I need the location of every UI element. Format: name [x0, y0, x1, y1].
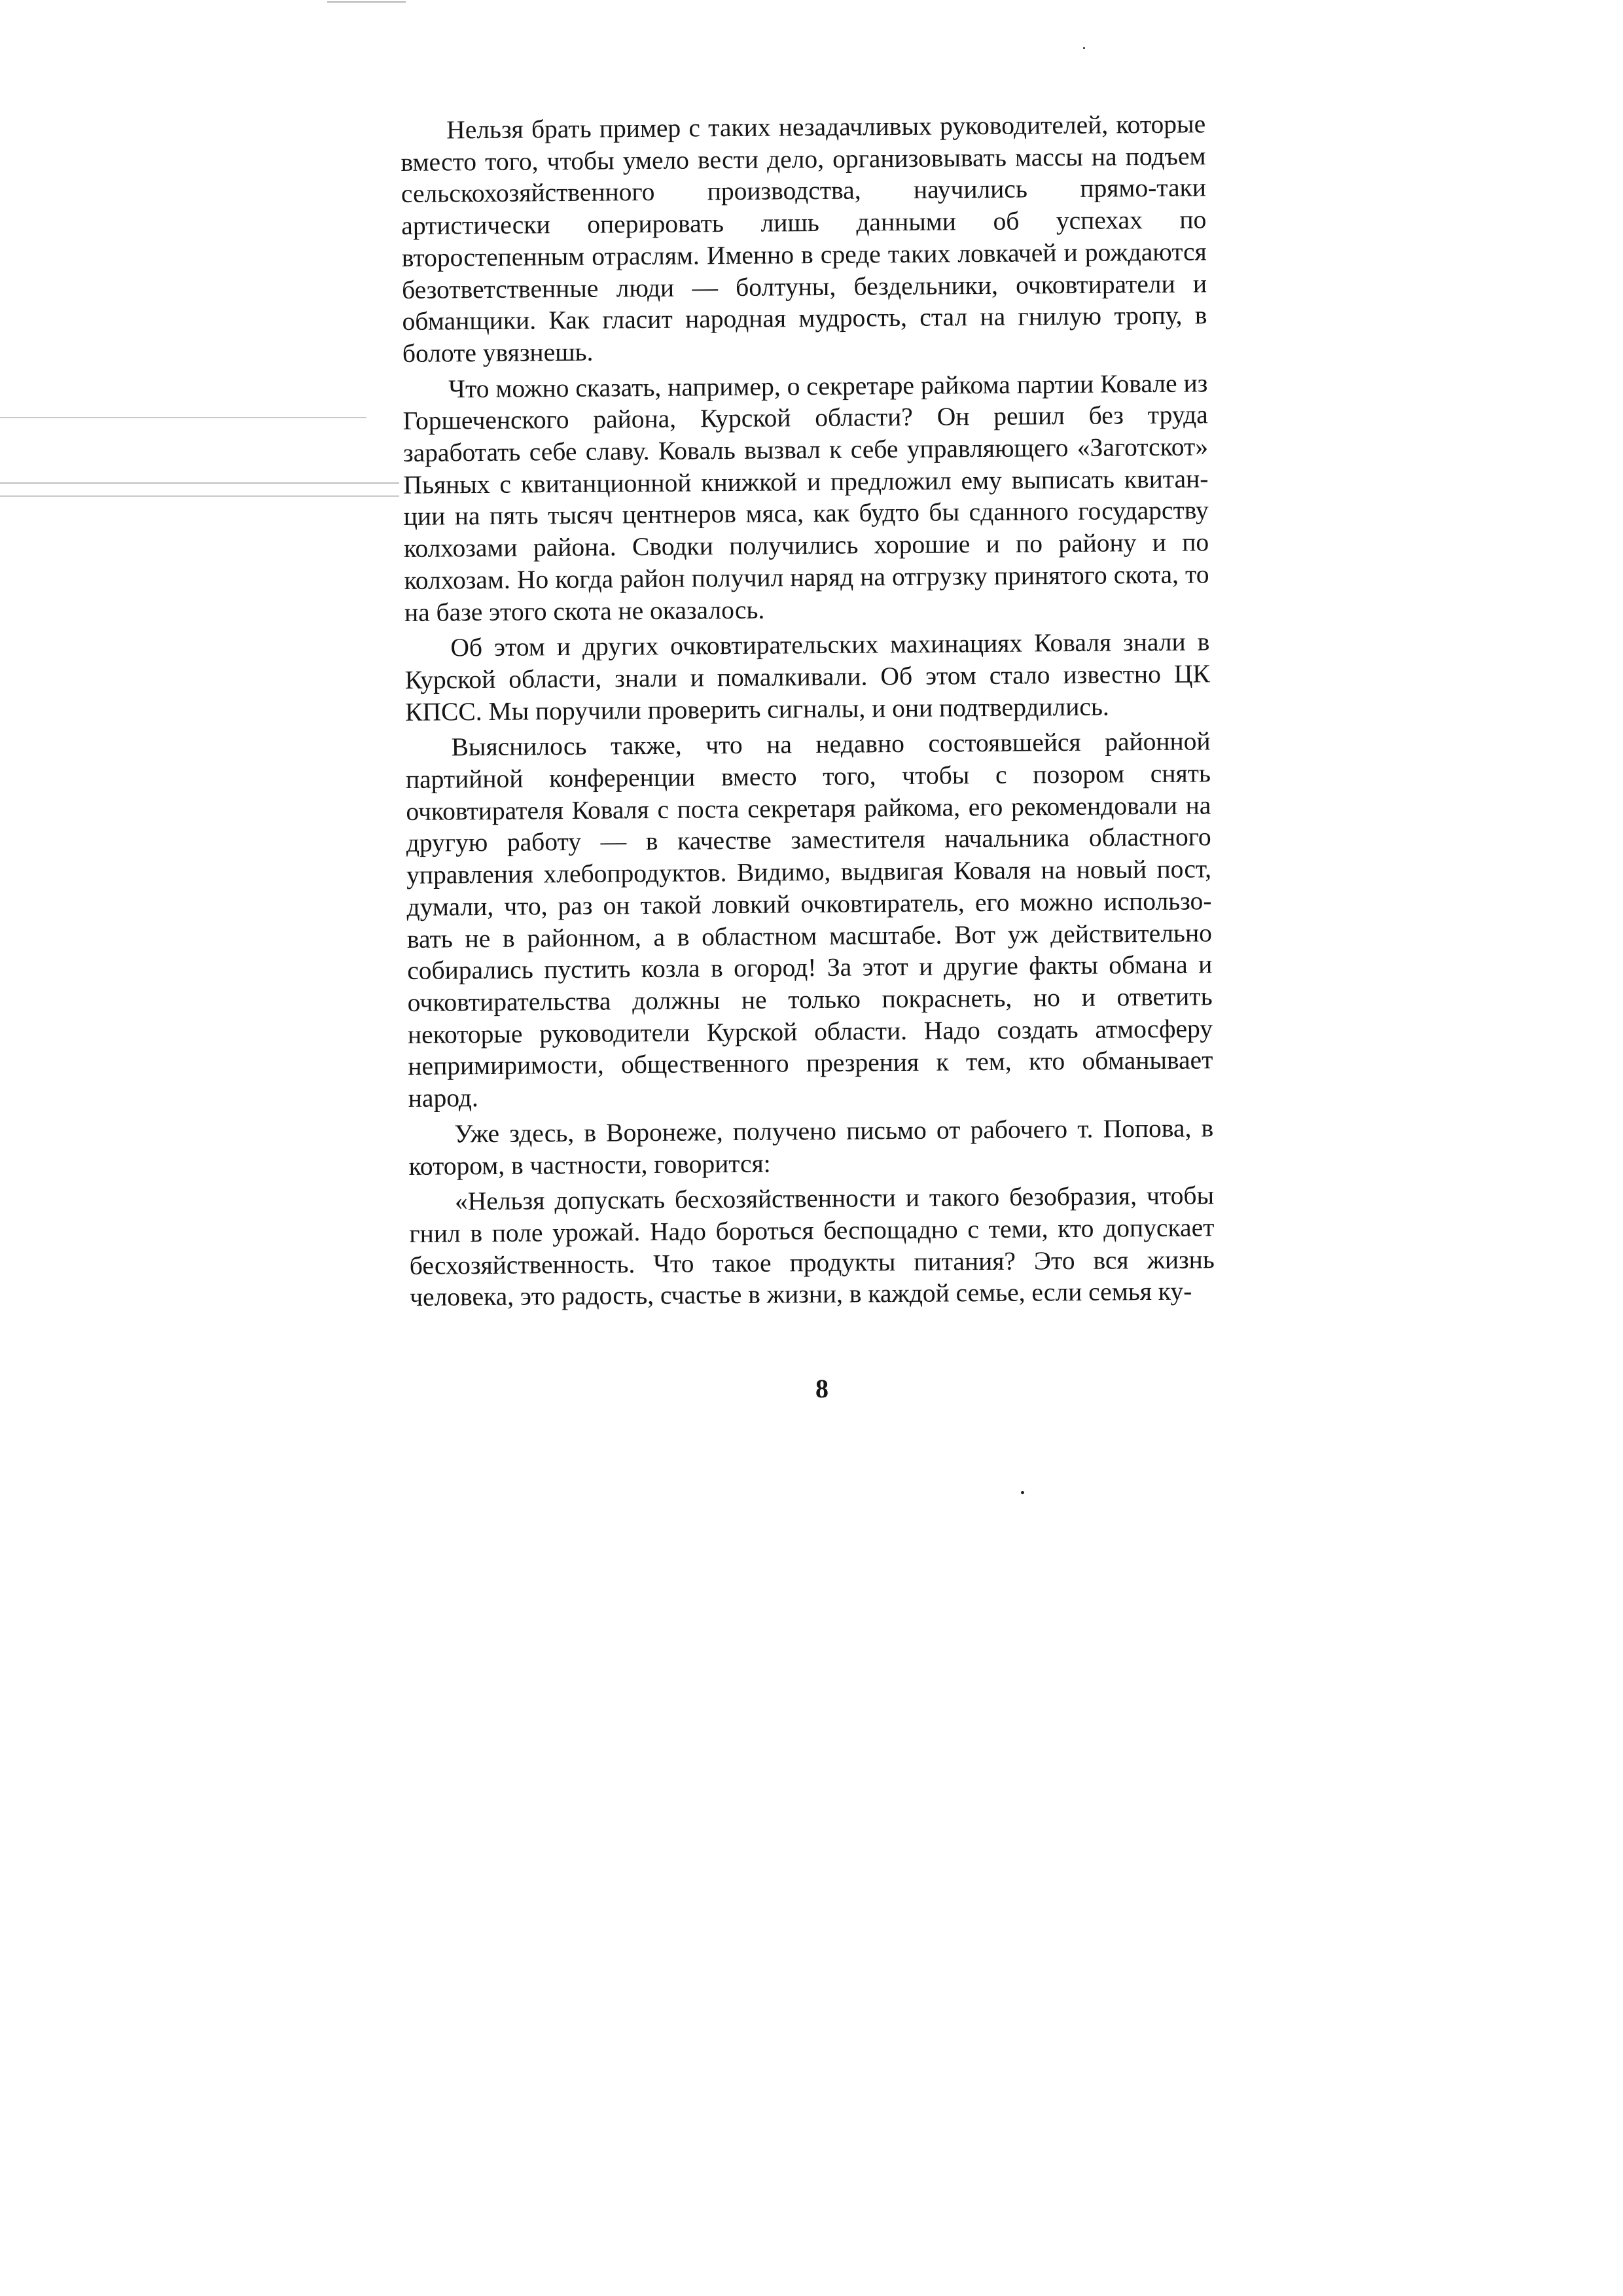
paragraph: Нельзя брать пример с таких незадачливых руководителей, которые вместо того, чтобы умело вести дело, организовывать массы на подъем сельскохозяйственного производства, научились прямо-таки артистически оперировать лишь данными об успехах по второстепенным отраслям. Именно в среде таких ловкачей и рождаются безответственные люди — болтуны, бездельники, очковтиратели и обманщики. Как гласит народная мудрость, стал на гнилую тропу, в болоте увязнешь. — [401, 109, 1207, 368]
paragraph: Выяснилось также, что на недавно состоявшейся районной партийной конференции вместо того, чтобы с позором снять очковтирателя Коваля с поста секретаря райкома, его рекомендовали на другую работу — в качестве заместителя начальника областного управления хлебопродуктов. Видимо, выдвигая Коваля на новый пост, думали, что, раз он такой ловкий очковтиратель, его можно использовать не в районном, а в областном масштабе. Вот уж действительно собирались пустить козла в огород! За этот и другие факты обмана и очковтирательства должны не только покраснеть, но и ответить некоторые руководители Курской области. Надо создать атмосферу непримиримости, общественного презрения к тем, кто обманывает народ. — [405, 726, 1213, 1113]
paragraph: Уже здесь, в Воронеже, получено письмо от рабочего т. Попова, в котором, в частности, говорится: — [408, 1113, 1214, 1181]
scan-artifact-top — [327, 1, 406, 3]
scan-speck-bottom — [1021, 1491, 1024, 1494]
page-number: 8 — [815, 1374, 829, 1403]
body-text — [401, 108, 1215, 1318]
scan-artifact-left-2 — [0, 482, 399, 484]
paragraph: Об этом и других очковтирательских махинациях Коваля знали в Курской области, знали и помалкивали. Об этом стало известно ЦК КПСС. Мы поручили проверить сигналы, и они подтвердились. — [404, 627, 1210, 726]
scan-speck-top-right — [1083, 47, 1085, 49]
paragraph: Что можно сказать, например, о секретаре райкома партии Ковале из Горшеченского района, Курской области? Он решил без труда заработать себе славу. Коваль вызвал к себе управляющего «Заготскот» Пьяных с квитанционной книжкой и предложил ему выписать квитанции на пять тысяч центнеров мяса, как будто бы сданного государству колхозами района. Сводки получились хорошие и по району и по колхозам. Но когда район получил наряд на отгрузку принятого скота, то на базе этого скота не оказалось. — [402, 368, 1209, 627]
scan-artifact-left-1 — [0, 417, 366, 418]
paragraph: «Нельзя допускать бесхозяйственности и такого безобразия, чтобы гнил в поле урожай. Надо бороться беспощадно с теми, кто допускает бесхозяйственность. Что такое продукты питания? Это вся жизнь человека, это радость, счастье в жизни, в каждой семье, если семья ку- — [409, 1181, 1215, 1312]
scan-artifact-left-3 — [0, 495, 399, 497]
